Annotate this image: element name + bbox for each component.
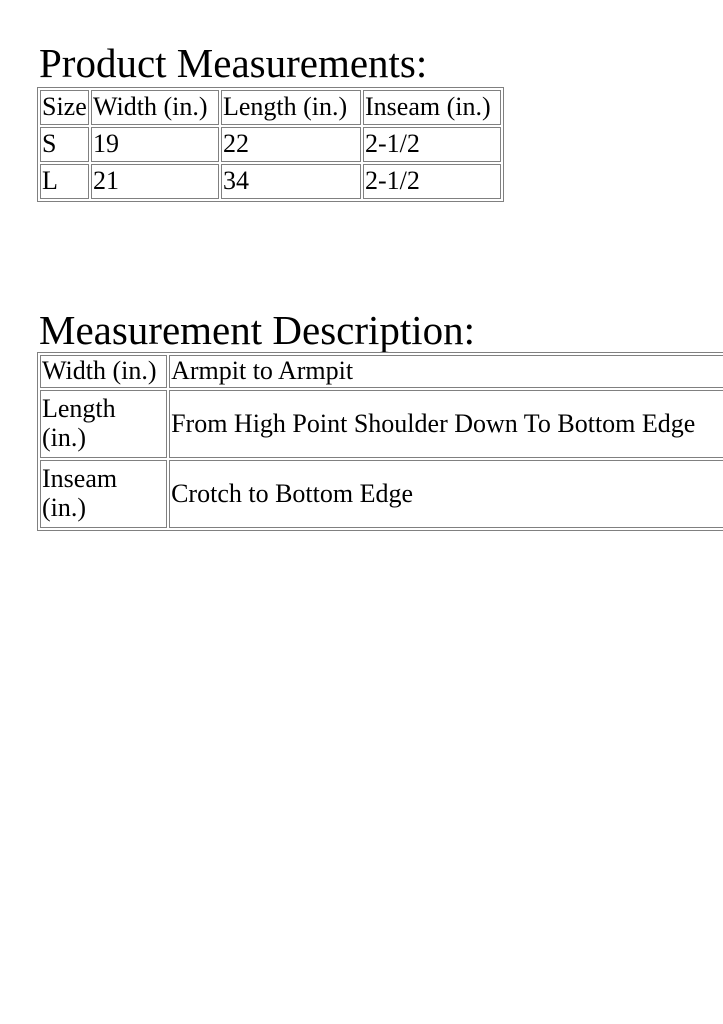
table-row — [40, 127, 501, 162]
measurement-description-cell: From High Point Shoulder Down To Bottom Edge — [169, 390, 723, 458]
table-header-row — [40, 90, 501, 125]
measurement-name-cell: Width (in.) — [40, 355, 167, 388]
width-cell: 19 — [91, 127, 219, 162]
table-row — [40, 390, 723, 458]
length-cell: 22 — [221, 127, 361, 162]
header-cell-length: Length (in.) — [221, 90, 361, 125]
measurement-name-cell: Length (in.) — [40, 390, 167, 458]
table-row — [40, 355, 723, 388]
size-cell: S — [40, 127, 89, 162]
inseam-cell: 2-1/2 — [363, 127, 501, 162]
width-cell: 21 — [91, 164, 219, 199]
length-cell: 34 — [221, 164, 361, 199]
size-cell: L — [40, 164, 89, 199]
table-row — [40, 164, 501, 199]
header-cell-size: Size — [40, 90, 89, 125]
measurement-description-table — [37, 352, 723, 531]
product-measurements-title: Product Measurements: — [39, 40, 428, 86]
measurement-description-cell: Crotch to Bottom Edge — [169, 460, 723, 528]
table-row — [40, 460, 723, 528]
header-cell-inseam: Inseam (in.) — [363, 90, 501, 125]
inseam-cell: 2-1/2 — [363, 164, 501, 199]
header-cell-width: Width (in.) — [91, 90, 219, 125]
product-measurements-table — [37, 87, 504, 202]
measurement-name-cell: Inseam (in.) — [40, 460, 167, 528]
measurement-description-title: Measurement Description: — [39, 307, 476, 353]
measurement-description-cell: Armpit to Armpit — [169, 355, 723, 388]
